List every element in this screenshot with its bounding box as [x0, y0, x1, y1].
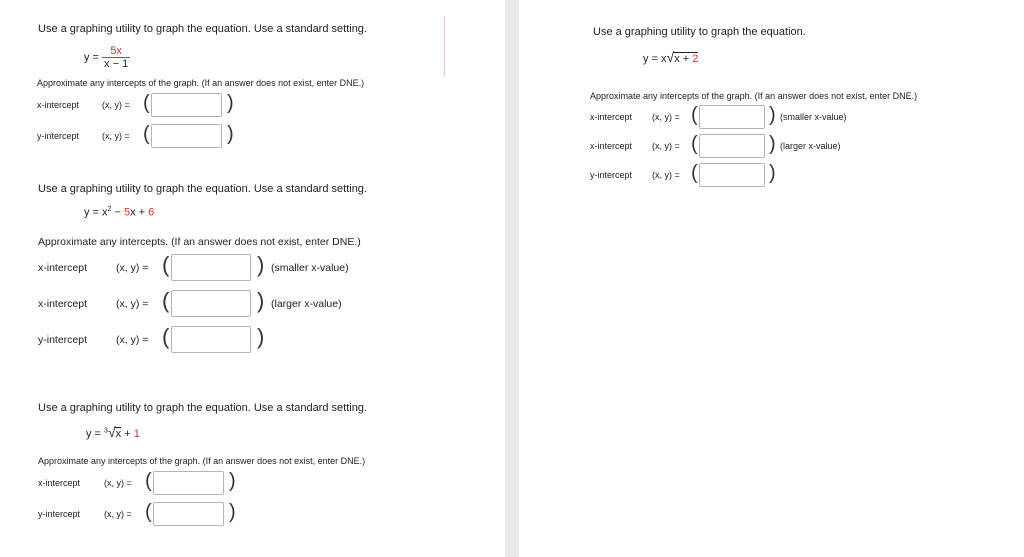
question-divider	[444, 16, 445, 76]
q3-y-intercept-coord: (x, y) =	[104, 509, 132, 519]
q3-root-index: 3	[104, 427, 108, 435]
q4-radicand-var: x +	[674, 53, 693, 65]
q4-x-intercept-1-coord: (x, y) =	[652, 112, 680, 122]
q1-title: Use a graphing utility to graph the equation. Use a standard setting.	[38, 23, 367, 35]
panel-gutter	[505, 0, 519, 557]
q2-smaller-note: (smaller x-value)	[271, 262, 349, 274]
open-paren: (	[691, 104, 698, 126]
open-paren: (	[145, 470, 152, 492]
close-paren: )	[257, 324, 265, 349]
q4-y-intercept-input[interactable]	[699, 163, 765, 187]
q1-y-intercept-field[interactable]	[152, 125, 221, 147]
q3-eq-const: 1	[133, 428, 140, 440]
q3-instructions: Approximate any intercepts of the graph. (If an answer does not exist, enter DNE.)	[38, 456, 366, 466]
q4-x-intercept-2-label: x-intercept	[590, 141, 633, 151]
q4-x-intercept-1-field[interactable]	[700, 106, 764, 128]
q1-instructions: Approximate any intercepts of the graph. (If an answer does not exist, enter DNE.)	[37, 78, 365, 88]
q3-x-intercept-coord: (x, y) =	[104, 478, 132, 488]
q2-eq-var: x +	[130, 206, 149, 219]
open-paren: (	[145, 501, 152, 523]
q1-y-intercept-label: y-intercept	[37, 131, 80, 141]
q2-eq-minus: −	[111, 206, 124, 219]
q1-x-intercept-field[interactable]	[152, 94, 221, 116]
q2-instructions: Approximate any intercepts. (If an answer does not exist, enter DNE.)	[38, 236, 361, 248]
q2-x-intercept-1-coord: (x, y) =	[116, 262, 149, 274]
close-paren: )	[227, 92, 234, 114]
q3-y-intercept-input[interactable]	[153, 502, 224, 526]
q2-x-intercept-2-field[interactable]	[172, 291, 250, 316]
right-panel	[519, 0, 1024, 557]
close-paren: )	[769, 104, 776, 126]
q2-y-intercept-label: y-intercept	[38, 334, 88, 346]
q4-x-intercept-1-label: x-intercept	[590, 112, 633, 122]
close-paren: )	[257, 288, 265, 313]
q4-larger-note: (larger x-value)	[780, 141, 841, 151]
close-paren: )	[229, 470, 236, 492]
q2-x-intercept-2-coord: (x, y) =	[116, 298, 149, 310]
q4-instructions: Approximate any intercepts of the graph. (If an answer does not exist, enter DNE.)	[590, 91, 918, 101]
open-paren: (	[143, 123, 150, 145]
open-paren: (	[162, 252, 170, 277]
q3-eq-plus: +	[121, 428, 134, 440]
q2-y-intercept-field[interactable]	[172, 327, 250, 352]
q1-denominator	[102, 57, 130, 70]
q1-x-intercept-label: x-intercept	[37, 100, 80, 110]
q2-x-intercept-1-field[interactable]	[172, 255, 250, 280]
q1-numerator: 5x	[110, 45, 122, 57]
q4-smaller-note: (smaller x-value)	[780, 112, 847, 122]
q4-x-intercept-2-input[interactable]	[699, 134, 765, 158]
q1-equation	[84, 45, 130, 70]
q2-x-intercept-1-label: x-intercept	[38, 262, 88, 274]
q2-x-intercept-1-input[interactable]	[171, 254, 251, 281]
q4-x-intercept-2-field[interactable]	[700, 135, 764, 157]
q2-x-intercept-2-label: x-intercept	[38, 298, 88, 310]
close-paren: )	[227, 123, 234, 145]
q2-eq-prefix: y = x	[84, 206, 108, 219]
q2-title: Use a graphing utility to graph the equation. Use a standard setting.	[38, 183, 367, 195]
q4-y-intercept-coord: (x, y) =	[652, 170, 680, 180]
q1-eq-lhs: y =	[84, 51, 99, 64]
q2-eq-coef: 5	[124, 206, 131, 219]
close-paren: )	[769, 133, 776, 155]
q3-x-intercept-field[interactable]	[154, 472, 223, 494]
open-paren: (	[691, 133, 698, 155]
q3-y-intercept-field[interactable]	[154, 503, 223, 525]
q4-equation	[643, 49, 698, 65]
q3-x-intercept-input[interactable]	[153, 471, 224, 495]
q3-radicand: x	[115, 428, 122, 440]
q2-eq-const: 6	[148, 206, 155, 219]
q4-x-intercept-1-input[interactable]	[699, 105, 765, 129]
q4-y-intercept-label: y-intercept	[590, 170, 633, 180]
q3-eq-lhs: y =	[86, 428, 105, 440]
q2-eq-exponent: 2	[107, 206, 112, 213]
q4-title: Use a graphing utility to graph the equation.	[593, 26, 806, 38]
q4-x-intercept-2-coord: (x, y) =	[652, 141, 680, 151]
radical-icon: √	[666, 49, 675, 65]
q4-radicand-const: 2	[692, 53, 699, 65]
q1-x-intercept-coord: (x, y) =	[102, 100, 130, 110]
q2-y-intercept-input[interactable]	[171, 326, 251, 353]
radical-icon: √	[107, 424, 116, 440]
q1-y-intercept-coord: (x, y) =	[102, 131, 130, 141]
q3-title: Use a graphing utility to graph the equation. Use a standard setting.	[38, 402, 367, 414]
close-paren: )	[229, 501, 236, 523]
open-paren: (	[162, 324, 170, 349]
q4-radicand	[673, 52, 698, 65]
open-paren: (	[691, 162, 698, 184]
q4-y-intercept-field[interactable]	[700, 164, 764, 186]
q3-equation	[86, 424, 140, 440]
q2-y-intercept-coord: (x, y) =	[116, 334, 149, 346]
close-paren: )	[257, 252, 265, 277]
left-panel	[0, 0, 505, 557]
open-paren: (	[162, 288, 170, 313]
q1-denominator-text: x − 1	[104, 58, 129, 70]
q4-eq-lhs: y = x	[643, 53, 667, 65]
q3-y-intercept-label: y-intercept	[38, 509, 81, 519]
q3-x-intercept-label: x-intercept	[38, 478, 81, 488]
q1-y-intercept-input[interactable]	[151, 124, 222, 148]
q1-fraction	[102, 45, 130, 70]
q1-x-intercept-input[interactable]	[151, 93, 222, 117]
open-paren: (	[143, 92, 150, 114]
close-paren: )	[769, 162, 776, 184]
q2-larger-note: (larger x-value)	[271, 298, 342, 310]
q2-equation	[84, 206, 154, 219]
q2-x-intercept-2-input[interactable]	[171, 290, 251, 317]
